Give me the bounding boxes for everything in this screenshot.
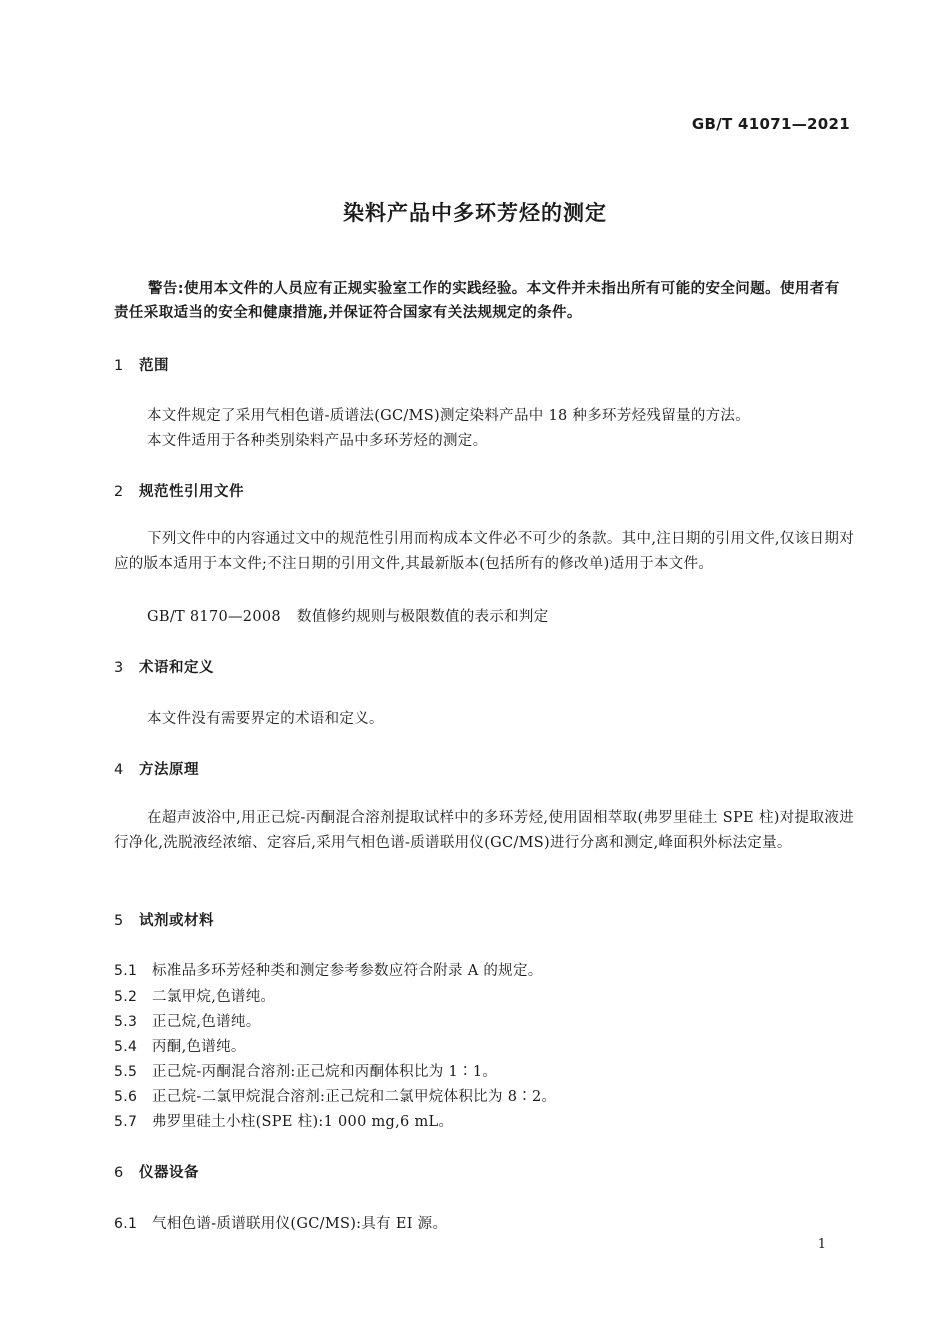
section-6-heading	[114, 1161, 199, 1182]
reference-title: 数值修约规则与极限数值的表示和判定	[296, 609, 549, 625]
reagent-item	[114, 1085, 556, 1106]
safety-warning: 警告:使用本文件的人员应有正规实验室工作的实践经验。本文件并未指出所有可能的安全问题。使用者有责任采取适当的安全和健康措施,并保证符合国家有关法规规定的条件。	[114, 281, 840, 321]
item-number: 5.1	[114, 963, 138, 979]
reagent-item	[114, 1060, 497, 1081]
item-number: 5.3	[114, 1014, 138, 1030]
scope-line: 本文件适用于各种类别染料产品中多环芳烃的测定。	[147, 433, 488, 449]
document-title: 染料产品中多环芳烃的测定	[343, 201, 607, 225]
item-number: 5.5	[114, 1064, 138, 1080]
item-number: 6.1	[114, 1216, 138, 1232]
reference-code: GB/T 8170—2008	[147, 609, 281, 625]
item-number: 5.7	[114, 1114, 138, 1130]
section-number: 4	[114, 762, 124, 778]
section-number: 5	[114, 913, 124, 929]
reagent-item	[114, 959, 543, 980]
item-text: 正己烷-丙酮混合溶剂:正己烷和丙酮体积比为 1∶1。	[152, 1064, 498, 1080]
item-number: 5.6	[114, 1089, 138, 1105]
section-title: 仪器设备	[139, 1165, 199, 1181]
item-text: 正己烷-二氯甲烷混合溶剂:正己烷和二氯甲烷体积比为 8∶2。	[152, 1089, 557, 1105]
section-title: 方法原理	[139, 762, 199, 778]
reagent-item	[114, 1035, 246, 1056]
section-2-heading	[114, 480, 244, 501]
standard-code: GB/T 41071—2021	[691, 115, 850, 133]
item-text: 气相色谱-质谱联用仪(GC/MS):具有 EI 源。	[152, 1216, 448, 1232]
section-number: 3	[114, 660, 124, 676]
section-number: 1	[114, 358, 124, 374]
section-title: 术语和定义	[139, 660, 214, 676]
item-number: 5.2	[114, 989, 138, 1005]
section-3-heading	[114, 656, 214, 677]
section-number: 6	[114, 1165, 124, 1181]
equipment-item	[114, 1212, 447, 1233]
section-title: 范围	[139, 358, 169, 374]
item-text: 标准品多环芳烃种类和测定参考参数应符合附录 A 的规定。	[152, 963, 543, 979]
page-number: 1	[817, 1237, 826, 1252]
reagent-item	[114, 1110, 453, 1131]
terms-line: 本文件没有需要界定的术语和定义。	[147, 711, 384, 727]
item-text: 二氯甲烷,色谱纯。	[152, 989, 276, 1005]
reagent-item	[114, 1010, 261, 1031]
section-5-heading	[114, 909, 214, 930]
reagent-item	[114, 985, 275, 1006]
section-4-heading	[114, 758, 199, 779]
item-text: 弗罗里硅土小柱(SPE 柱):1 000 mg,6 mL。	[152, 1114, 454, 1130]
section-number: 2	[114, 484, 124, 500]
normative-references-paragraph: 下列文件中的内容通过文中的规范性引用而构成本文件必不可少的条款。其中,注日期的引用文件,仅该日期对应的版本适用于本文件;不注日期的引用文件,其最新版本(包括所有的修改单)适用于本文件。	[114, 531, 854, 572]
section-title: 试剂或材料	[139, 913, 214, 929]
item-number: 5.4	[114, 1039, 138, 1055]
item-text: 正己烷,色谱纯。	[152, 1014, 261, 1030]
method-principle-paragraph: 在超声波浴中,用正己烷-丙酮混合溶剂提取试样中的多环芳烃,使用固相萃取(弗罗里硅土 SPE 柱)对提取液进行净化,洗脱液经浓缩、定容后,采用气相色谱-质谱联用仪(GC/MS)进行分离和测定,峰面积外标法定量。	[114, 810, 854, 851]
reference-entry	[147, 605, 549, 626]
item-text: 丙酮,色谱纯。	[152, 1039, 246, 1055]
section-title: 规范性引用文件	[139, 484, 244, 500]
scope-line: 本文件规定了采用气相色谱-质谱法(GC/MS)测定染料产品中 18 种多环芳烃残留量的方法。	[147, 408, 751, 424]
section-1-heading	[114, 354, 169, 375]
